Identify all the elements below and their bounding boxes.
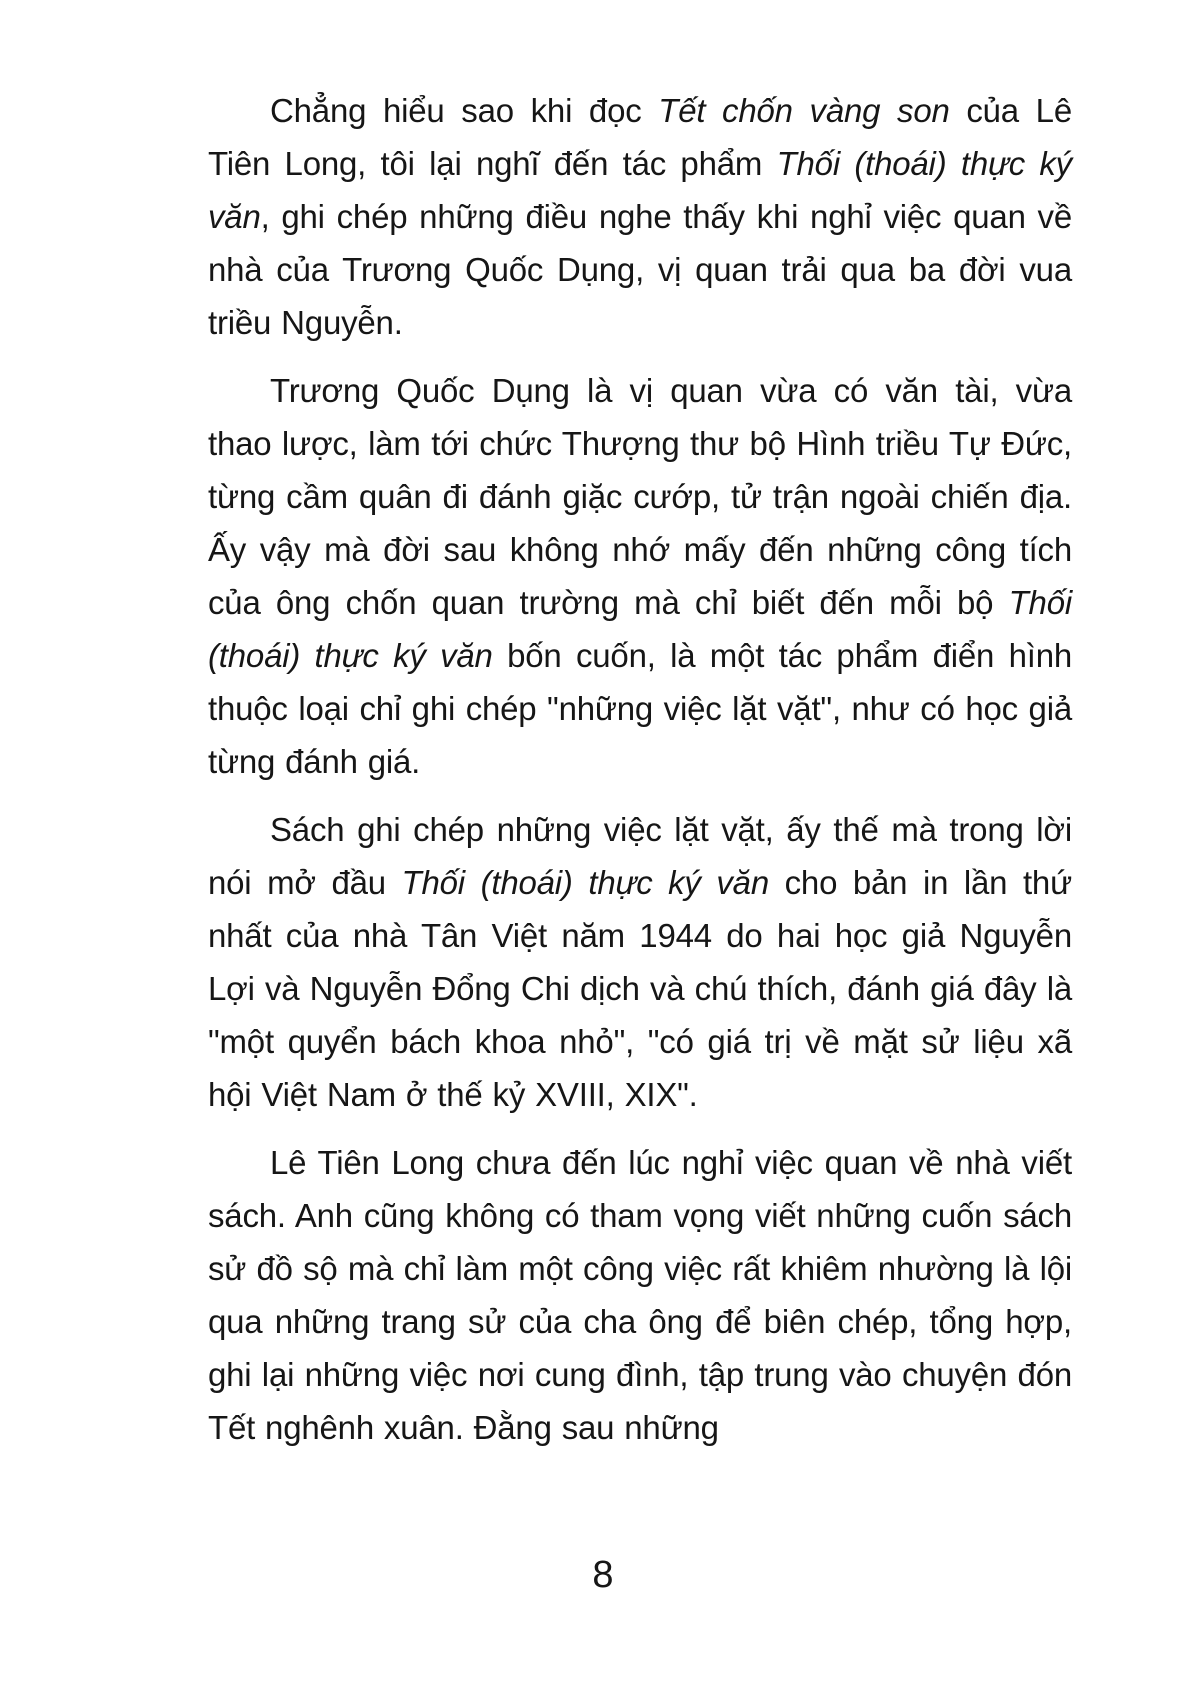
- book-title-italic: Thối (thoái) thực ký văn: [208, 145, 1072, 235]
- book-title-italic: Thối (thoái) thực ký văn: [208, 584, 1072, 674]
- paragraph: [208, 84, 1072, 349]
- text-segment: cho bản in lần thứ nhất của nhà Tân Việt năm 1944 do hai học giả Nguyễn Lợi và Nguyễn Đổng Chi dịch và chú thích, đánh giá đây là "một quyển bách khoa nhỏ", "có giá trị về mặt sử liệu xã hội Việt Nam ở thế kỷ XVIII, XIX".: [208, 864, 1072, 1113]
- text-segment: của Lê Tiên Long, tôi lại nghĩ đến tác phẩm: [208, 92, 1072, 182]
- text-segment: Sách ghi chép những việc lặt vặt, ấy thế mà trong lời nói mở đầu: [208, 811, 1072, 901]
- paragraph: [208, 364, 1072, 788]
- paragraph: [208, 803, 1072, 1121]
- paragraph: [208, 1136, 1072, 1454]
- text-segment: Chẳng hiểu sao khi đọc: [270, 92, 659, 129]
- text-segment: Trương Quốc Dụng là vị quan vừa có văn tài, vừa thao lược, làm tới chức Thượng thư bộ Hình triều Tự Đức, từng cầm quân đi đánh giặc cướp, tử trận ngoài chiến địa. Ấy vậy mà đời sau không nhớ mấy đến những công tích của ông chốn quan trường mà chỉ biết đến mỗi bộ: [208, 372, 1072, 621]
- text-segment: , ghi chép những điều nghe thấy khi nghỉ việc quan về nhà của Trương Quốc Dụng, vị quan trải qua ba đời vua triều Nguyễn.: [208, 198, 1072, 341]
- text-block: [208, 84, 1072, 1469]
- book-title-italic: Thối (thoái) thực ký văn: [401, 864, 769, 901]
- text-segment: Lê Tiên Long chưa đến lúc nghỉ việc quan về nhà viết sách. Anh cũng không có tham vọng viết những cuốn sách sử đồ sộ mà chỉ làm một công việc rất khiêm nhường là lội qua những trang sử của cha ông để biên chép, tổng hợp, ghi lại những việc nơi cung đình, tập trung vào chuyện đón Tết nghênh xuân. Đằng sau những: [208, 1144, 1072, 1446]
- book-title-italic: Tết chốn vàng son: [658, 92, 950, 129]
- text-segment: bốn cuốn, là một tác phẩm điển hình thuộc loại chỉ ghi chép "những việc lặt vặt", như có học giả từng đánh giá.: [208, 637, 1072, 780]
- page-number: 8: [592, 1554, 614, 1596]
